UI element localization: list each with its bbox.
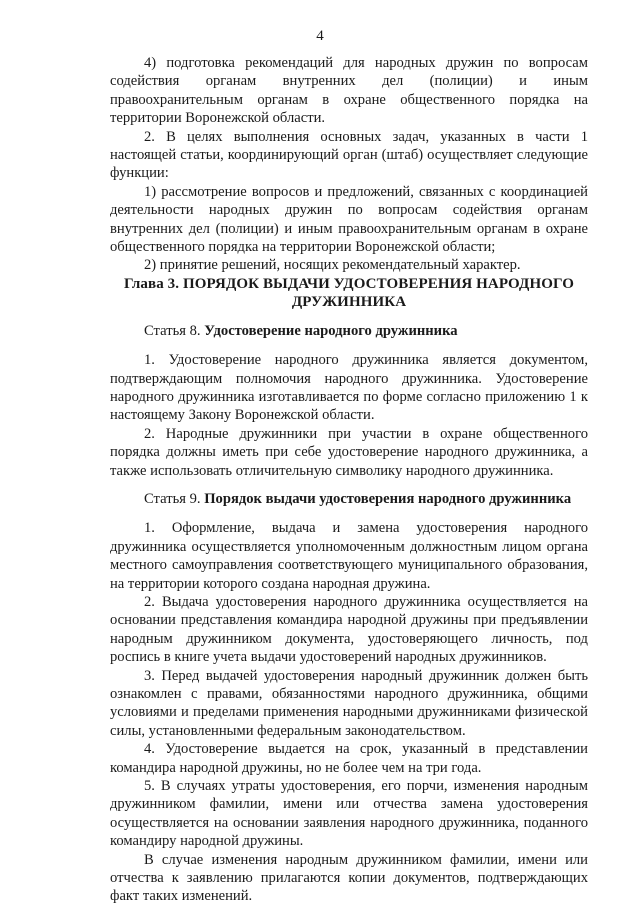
chapter-heading-line1: Глава 3. ПОРЯДОК ВЫДАЧИ УДОСТОВЕРЕНИЯ НАРОДНОГО xyxy=(123,275,575,292)
chapter-heading-line2: ДРУЖИННИКА xyxy=(291,294,407,311)
paragraph: 2. Народные дружинники при участии в охране общественного порядка должны иметь при себе удостоверение народного дружинника, а также использовать отличительную символику народного дружинника. xyxy=(110,425,588,479)
paragraph: 3. Перед выдачей удостоверения народный дружинник должен быть ознакомлен с правами, обязанностями народного дружинника, общими условиями и пределами применения народными дружинниками физической силы, установленными федеральным законодательством. xyxy=(110,667,588,739)
page-number: 4 xyxy=(316,28,324,44)
article-9-heading xyxy=(110,490,588,508)
article-9-title: Порядок выдачи удостоверения народного дружинника xyxy=(204,490,572,507)
paragraph: 1) рассмотрение вопросов и предложений, связанных с координацией деятельности народных дружин по вопросам содействия органам внутренних дел (полиции) и иным правоохранительным органам в охране общественного порядка на территории Воронежской области; xyxy=(110,183,588,256)
paragraph: 5. В случаях утраты удостоверения, его порчи, изменения народным дружинником фамилии, имени или отчества замена удостоверения осуществляется на основании заявления народного дружинника, поданного командиру народной дружины. xyxy=(110,778,588,850)
article-9-prefix: Статья 9. xyxy=(144,490,201,507)
paragraph: 2. В целях выполнения основных задач, указанных в части 1 настоящей статьи, координирующий орган (штаб) осуществляет следующие функции: xyxy=(110,128,588,182)
paragraph: 1. Удостоверение народного дружинника является документом, подтверждающим полномочия народного дружинника. Удостоверение народного дружинника изготавливается по форме согласно приложению 1 к настоящему Закону Воронежской области. xyxy=(110,352,588,424)
chapter-heading xyxy=(110,275,588,312)
document-body xyxy=(110,54,588,906)
paragraph: В случае изменения народным дружинником фамилии, имени или отчества к заявлению прилагаются копии документов, подтверждающих факт таких изменений. xyxy=(110,851,588,905)
paragraph: 2) принятие решений, носящих рекомендательный характер. xyxy=(144,257,521,274)
paragraph: 2. Выдача удостоверения народного дружинника осуществляется на основании представления командира народной дружины при предъявлении народным дружинником документа, удостоверяющего личность, под роспись в книге учета выдачи удостоверений народных дружинников. xyxy=(110,593,588,666)
article-8-heading xyxy=(110,322,588,340)
paragraph: 4. Удостоверение выдается на срок, указанный в представлении командира народной дружины, но не более чем на три года. xyxy=(110,741,588,776)
article-8-prefix: Статья 8. xyxy=(144,322,201,339)
paragraph: 4) подготовка рекомендаций для народных дружин по вопросам содействия органам внутренних дел (полиции) и иным правоохранительным органам в охране общественного порядка на территории Воронежской области. xyxy=(110,55,588,127)
article-8-title: Удостоверение народного дружинника xyxy=(204,322,458,339)
paragraph: 1. Оформление, выдача и замена удостоверения народного дружинника осуществляется уполномоченным должностным лицом органа местного самоуправления соответствующего муниципального образования, на территории которого создана народная дружина. xyxy=(110,520,588,592)
